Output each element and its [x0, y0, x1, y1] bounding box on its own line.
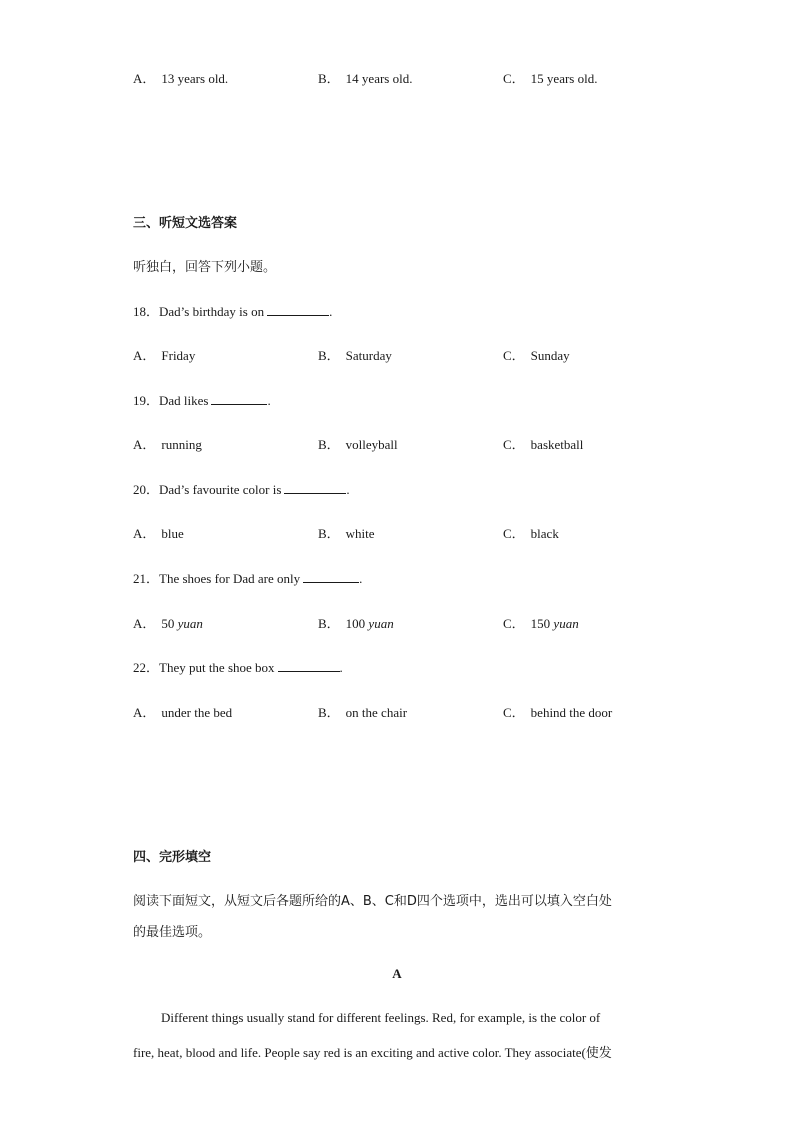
- q17-option-a[interactable]: A． 13 years old.: [133, 71, 229, 86]
- section3-heading: 三、听短文选答案: [133, 216, 238, 231]
- answer-blank[interactable]: [303, 571, 359, 583]
- q22-option-c[interactable]: C． behind the door: [503, 705, 613, 720]
- q19-option-b[interactable]: B． volleyball: [318, 437, 398, 452]
- q20-options: [0, 523, 794, 539]
- answer-blank[interactable]: [284, 482, 346, 494]
- q22-option-a[interactable]: A． under the bed: [133, 705, 233, 720]
- answer-blank[interactable]: [267, 304, 329, 316]
- question-21: 21．The shoes for Dad are only .: [133, 571, 363, 586]
- q18-options: [0, 345, 794, 361]
- q22-option-b[interactable]: B． on the chair: [318, 705, 408, 720]
- q22-options: [0, 702, 794, 718]
- answer-blank[interactable]: [211, 393, 267, 405]
- answer-blank[interactable]: [278, 660, 340, 672]
- question-stem: 20．Dad’s favourite color is: [133, 482, 282, 497]
- question-22: 22．They put the shoe box .: [133, 660, 343, 675]
- q19-option-a[interactable]: A． running: [133, 437, 202, 452]
- q20-option-a[interactable]: A． blue: [133, 526, 184, 541]
- passage-title: A: [392, 966, 402, 981]
- section3-instruction: 听独白，回答下列小题。: [133, 260, 277, 275]
- section4-heading: 四、完形填空: [133, 850, 212, 865]
- section4-instruction-line1: 阅读下面短文，从短文后各题所给的A、B、C和D四个选项中，选出可以填入空白处: [133, 894, 612, 909]
- question-stem: 19．Dad likes: [133, 393, 209, 408]
- q17-option-c[interactable]: C． 15 years old.: [503, 71, 598, 86]
- question-stem: 22．They put the shoe box: [133, 660, 275, 675]
- q18-option-b[interactable]: B． Saturday: [318, 348, 392, 363]
- section4-instruction-line2: 的最佳选项。: [133, 925, 212, 940]
- q21-option-c[interactable]: C． 150 yuan: [503, 616, 579, 631]
- passage-line-2: fire, heat, blood and life. People say red is an exciting and active color. They associate(使发: [133, 1045, 612, 1060]
- question-18: 18．Dad’s birthday is on .: [133, 304, 333, 319]
- q19-option-c[interactable]: C． basketball: [503, 437, 584, 452]
- q17-options: [0, 68, 794, 84]
- question-19: 19．Dad likes .: [133, 393, 271, 408]
- q18-option-c[interactable]: C． Sunday: [503, 348, 570, 363]
- q19-options: [0, 434, 794, 450]
- question-stem: 18．Dad’s birthday is on: [133, 304, 265, 319]
- passage-line-1: Different things usually stand for different feelings. Red, for example, is the color of: [161, 1010, 601, 1025]
- question-20: 20．Dad’s favourite color is .: [133, 482, 350, 497]
- q21-option-a[interactable]: A． 50 yuan: [133, 616, 203, 631]
- q21-options: [0, 613, 794, 629]
- q21-option-b[interactable]: B． 100 yuan: [318, 616, 394, 631]
- q18-option-a[interactable]: A． Friday: [133, 348, 196, 363]
- question-stem: 21．The shoes for Dad are only: [133, 571, 301, 586]
- q20-option-b[interactable]: B． white: [318, 526, 375, 541]
- q20-option-c[interactable]: C． black: [503, 526, 559, 541]
- q17-option-b[interactable]: B． 14 years old.: [318, 71, 413, 86]
